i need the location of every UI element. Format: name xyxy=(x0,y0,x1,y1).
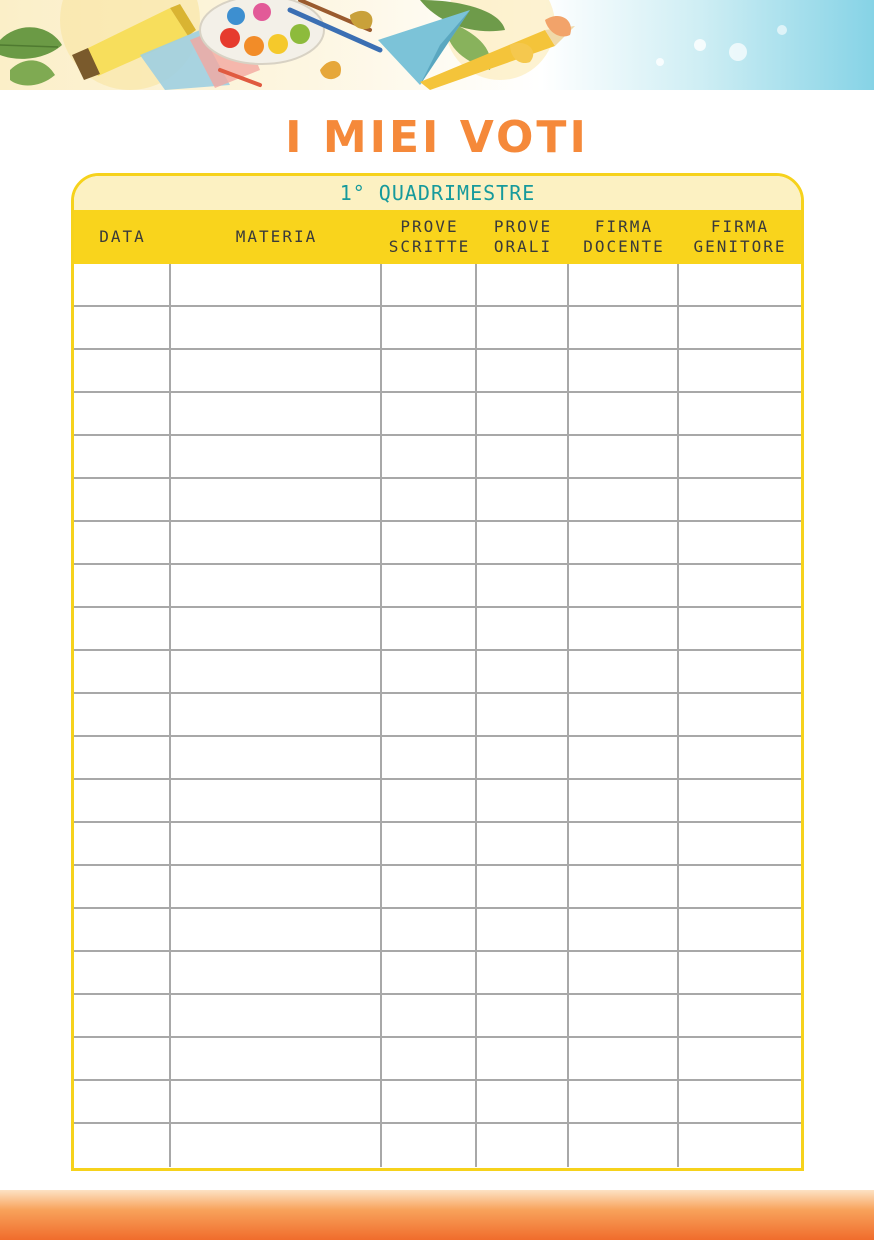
table-cell-materia[interactable] xyxy=(171,952,382,995)
table-row xyxy=(74,608,801,651)
paint-palette-icon xyxy=(200,0,324,64)
table-cell-data[interactable] xyxy=(74,866,171,909)
table-cell-prove-orali[interactable] xyxy=(477,522,569,565)
table-cell-firma-docente[interactable] xyxy=(569,1081,679,1124)
table-row xyxy=(74,522,801,565)
table-cell-firma-genitore[interactable] xyxy=(679,1124,801,1167)
table-cell-prove-orali[interactable] xyxy=(477,1038,569,1081)
table-cell-firma-docente[interactable] xyxy=(569,866,679,909)
table-cell-prove-orali[interactable] xyxy=(477,307,569,350)
table-cell-prove-scritte[interactable] xyxy=(382,479,477,522)
table-cell-prove-scritte[interactable] xyxy=(382,522,477,565)
table-cell-materia[interactable] xyxy=(171,565,382,608)
table-cell-data[interactable] xyxy=(74,479,171,522)
table-cell-prove-orali[interactable] xyxy=(477,393,569,436)
table-cell-firma-genitore[interactable] xyxy=(679,307,801,350)
table-cell-firma-docente[interactable] xyxy=(569,995,679,1038)
table-cell-firma-genitore[interactable] xyxy=(679,952,801,995)
table-cell-prove-scritte[interactable] xyxy=(382,866,477,909)
table-cell-prove-orali[interactable] xyxy=(477,350,569,393)
table-row xyxy=(74,737,801,780)
table-cell-materia[interactable] xyxy=(171,307,382,350)
table-cell-prove-scritte[interactable] xyxy=(382,952,477,995)
table-cell-data[interactable] xyxy=(74,780,171,823)
table-cell-prove-scritte[interactable] xyxy=(382,1124,477,1167)
table-cell-prove-orali[interactable] xyxy=(477,952,569,995)
table-cell-data[interactable] xyxy=(74,1038,171,1081)
table-cell-prove-scritte[interactable] xyxy=(382,307,477,350)
table-cell-prove-orali[interactable] xyxy=(477,264,569,307)
table-cell-materia[interactable] xyxy=(171,350,382,393)
table-cell-data[interactable] xyxy=(74,522,171,565)
table-cell-prove-scritte[interactable] xyxy=(382,737,477,780)
table-row xyxy=(74,1038,801,1081)
table-cell-data[interactable] xyxy=(74,694,171,737)
term-label: 1° QUADRIMESTRE xyxy=(74,176,801,210)
table-row xyxy=(74,909,801,952)
table-cell-firma-docente[interactable] xyxy=(569,522,679,565)
table-cell-prove-orali[interactable] xyxy=(477,823,569,866)
table-cell-materia[interactable] xyxy=(171,995,382,1038)
table-row xyxy=(74,694,801,737)
table-cell-prove-scritte[interactable] xyxy=(382,995,477,1038)
table-row xyxy=(74,393,801,436)
table-cell-prove-scritte[interactable] xyxy=(382,565,477,608)
header-banner xyxy=(0,0,874,90)
table-cell-materia[interactable] xyxy=(171,393,382,436)
table-cell-prove-orali[interactable] xyxy=(477,995,569,1038)
table-cell-prove-scritte[interactable] xyxy=(382,436,477,479)
table-cell-data[interactable] xyxy=(74,608,171,651)
table-row xyxy=(74,1124,801,1167)
page-title: I MIEI VOTI xyxy=(285,112,589,163)
table-cell-data[interactable] xyxy=(74,393,171,436)
table-row xyxy=(74,995,801,1038)
table-cell-prove-scritte[interactable] xyxy=(382,1038,477,1081)
table-cell-firma-docente[interactable] xyxy=(569,350,679,393)
table-cell-materia[interactable] xyxy=(171,479,382,522)
table-cell-materia[interactable] xyxy=(171,436,382,479)
table-cell-prove-orali[interactable] xyxy=(477,436,569,479)
table-cell-data[interactable] xyxy=(74,737,171,780)
table-cell-firma-docente[interactable] xyxy=(569,823,679,866)
table-cell-prove-orali[interactable] xyxy=(477,1124,569,1167)
table-cell-firma-genitore[interactable] xyxy=(679,393,801,436)
table-cell-materia[interactable] xyxy=(171,823,382,866)
table-cell-prove-scritte[interactable] xyxy=(382,651,477,694)
table-cell-data[interactable] xyxy=(74,651,171,694)
table-cell-firma-docente[interactable] xyxy=(569,1038,679,1081)
table-cell-materia[interactable] xyxy=(171,1038,382,1081)
table-cell-data[interactable] xyxy=(74,307,171,350)
table-cell-prove-scritte[interactable] xyxy=(382,350,477,393)
table-row xyxy=(74,436,801,479)
table-cell-materia[interactable] xyxy=(171,780,382,823)
table-cell-firma-docente[interactable] xyxy=(569,909,679,952)
table-cell-data[interactable] xyxy=(74,350,171,393)
table-cell-data[interactable] xyxy=(74,1081,171,1124)
table-cell-firma-genitore[interactable] xyxy=(679,909,801,952)
table-cell-firma-docente[interactable] xyxy=(569,436,679,479)
table-cell-firma-genitore[interactable] xyxy=(679,565,801,608)
table-cell-firma-genitore[interactable] xyxy=(679,522,801,565)
table-cell-data[interactable] xyxy=(74,1124,171,1167)
table-cell-firma-genitore[interactable] xyxy=(679,264,801,307)
table-cell-firma-docente[interactable] xyxy=(569,1124,679,1167)
table-cell-materia[interactable] xyxy=(171,737,382,780)
table-row xyxy=(74,651,801,694)
table-cell-prove-orali[interactable] xyxy=(477,479,569,522)
table-row xyxy=(74,780,801,823)
table-cell-firma-docente[interactable] xyxy=(569,479,679,522)
table-cell-prove-scritte[interactable] xyxy=(382,264,477,307)
art-supplies-illustration xyxy=(0,0,874,90)
table-cell-firma-genitore[interactable] xyxy=(679,651,801,694)
table-cell-prove-scritte[interactable] xyxy=(382,694,477,737)
table-cell-data[interactable] xyxy=(74,565,171,608)
table-row xyxy=(74,866,801,909)
table-cell-firma-genitore[interactable] xyxy=(679,694,801,737)
table-cell-prove-orali[interactable] xyxy=(477,651,569,694)
table-cell-materia[interactable] xyxy=(171,694,382,737)
column-header-prove-scritte: PROVE SCRITTE xyxy=(388,217,471,256)
grades-table xyxy=(71,173,804,1171)
table-cell-firma-docente[interactable] xyxy=(569,651,679,694)
table-cell-prove-orali[interactable] xyxy=(477,565,569,608)
table-cell-firma-genitore[interactable] xyxy=(679,866,801,909)
table-cell-firma-genitore[interactable] xyxy=(679,780,801,823)
table-cell-prove-orali[interactable] xyxy=(477,1081,569,1124)
table-cell-firma-genitore[interactable] xyxy=(679,737,801,780)
table-cell-firma-genitore[interactable] xyxy=(679,1038,801,1081)
table-cell-prove-orali[interactable] xyxy=(477,909,569,952)
table-cell-data[interactable] xyxy=(74,952,171,995)
leaf-icon xyxy=(0,27,62,85)
table-cell-firma-genitore[interactable] xyxy=(679,995,801,1038)
table-cell-prove-orali[interactable] xyxy=(477,608,569,651)
table-row xyxy=(74,565,801,608)
table-cell-data[interactable] xyxy=(74,264,171,307)
table-cell-firma-docente[interactable] xyxy=(569,264,679,307)
table-cell-materia[interactable] xyxy=(171,909,382,952)
table-row xyxy=(74,952,801,995)
table-cell-prove-scritte[interactable] xyxy=(382,608,477,651)
column-header-data: DATA xyxy=(99,227,146,246)
table-cell-firma-docente[interactable] xyxy=(569,780,679,823)
table-cell-materia[interactable] xyxy=(171,1081,382,1124)
table-cell-firma-genitore[interactable] xyxy=(679,436,801,479)
table-cell-firma-genitore[interactable] xyxy=(679,608,801,651)
table-cell-firma-genitore[interactable] xyxy=(679,823,801,866)
table-cell-data[interactable] xyxy=(74,823,171,866)
table-cell-prove-scritte[interactable] xyxy=(382,393,477,436)
table-row xyxy=(74,1081,801,1124)
table-cell-materia[interactable] xyxy=(171,608,382,651)
table-cell-prove-orali[interactable] xyxy=(477,737,569,780)
table-cell-prove-orali[interactable] xyxy=(477,694,569,737)
table-header xyxy=(74,210,801,264)
table-cell-materia[interactable] xyxy=(171,1124,382,1167)
table-cell-firma-docente[interactable] xyxy=(569,393,679,436)
table-cell-prove-scritte[interactable] xyxy=(382,823,477,866)
table-cell-firma-genitore[interactable] xyxy=(679,1081,801,1124)
table-row xyxy=(74,350,801,393)
column-header-prove-orali: PROVE ORALI xyxy=(493,217,553,256)
table-row xyxy=(74,823,801,866)
table-cell-prove-scritte[interactable] xyxy=(382,909,477,952)
table-cell-materia[interactable] xyxy=(171,866,382,909)
table-cell-firma-docente[interactable] xyxy=(569,952,679,995)
table-cell-firma-docente[interactable] xyxy=(569,737,679,780)
table-cell-materia[interactable] xyxy=(171,264,382,307)
table-row xyxy=(74,479,801,522)
table-cell-firma-docente[interactable] xyxy=(569,608,679,651)
column-header-firma-docente: FIRMA DOCENTE xyxy=(583,217,665,256)
table-cell-firma-genitore[interactable] xyxy=(679,479,801,522)
table-cell-data[interactable] xyxy=(74,436,171,479)
column-header-firma-genitore: FIRMA GENITORE xyxy=(693,217,787,256)
table-cell-prove-orali[interactable] xyxy=(477,866,569,909)
table-cell-firma-genitore[interactable] xyxy=(679,350,801,393)
table-cell-materia[interactable] xyxy=(171,522,382,565)
table-cell-firma-docente[interactable] xyxy=(569,694,679,737)
table-cell-prove-scritte[interactable] xyxy=(382,780,477,823)
table-cell-prove-scritte[interactable] xyxy=(382,1081,477,1124)
table-row xyxy=(74,307,801,350)
table-cell-firma-docente[interactable] xyxy=(569,565,679,608)
footer-band xyxy=(0,1190,874,1240)
table-cell-data[interactable] xyxy=(74,909,171,952)
table-cell-materia[interactable] xyxy=(171,651,382,694)
table-cell-prove-orali[interactable] xyxy=(477,780,569,823)
column-header-materia: MATERIA xyxy=(235,227,318,246)
table-row xyxy=(74,264,801,307)
table-cell-data[interactable] xyxy=(74,995,171,1038)
table-cell-firma-docente[interactable] xyxy=(569,307,679,350)
